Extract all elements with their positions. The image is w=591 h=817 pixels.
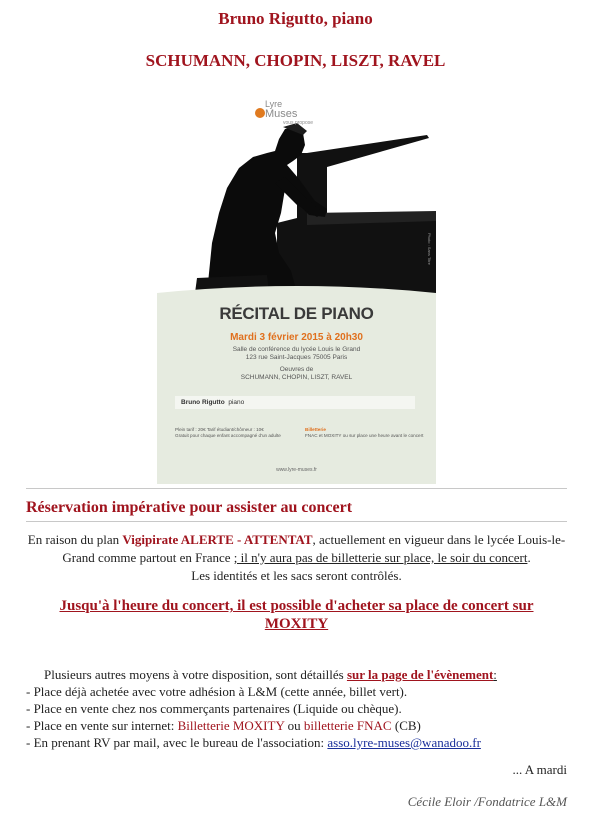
- notice-text-3: .: [527, 550, 531, 565]
- oeuvres-list: SCHUMANN, CHOPIN, LISZT, RAVEL: [240, 374, 353, 381]
- poster-info: [157, 293, 436, 484]
- vigipirate-label: Vigipirate ALERTE - ATTENTAT: [122, 532, 313, 547]
- signature: Cécile Eloir /Fondatrice L&M: [407, 794, 567, 809]
- poster-photo: [157, 93, 436, 293]
- option-line-1: - Place déjà achetée avec votre adhésion à L&M (cette année, billet vert).: [26, 684, 408, 699]
- reservation-heading: Réservation impérative pour assister au concert: [26, 499, 353, 516]
- divider-top: [26, 488, 567, 489]
- poster-billetterie: [305, 427, 425, 439]
- tarif-line-1: Plein tarif : 20€ Tarif étudiant/chômeur : 10€: [175, 427, 264, 432]
- performer-role: piano: [228, 399, 245, 406]
- event-page-link[interactable]: sur la page de l'évènement: [346, 667, 494, 682]
- billet-label: Billetterie: [305, 427, 326, 432]
- moxity-link[interactable]: Jusqu'à l'heure du concert, il est possible d'acheter sa place de concert sur MOXITY: [59, 598, 534, 632]
- billet-text: FNAC et MOXITY ou sur place une heure avant le concert: [305, 433, 424, 438]
- notice-text-2: , actuellement en vigueur dans le lycée Louis-le-Grand comme partout en France: [62, 532, 566, 565]
- logo-text-main: Muses: [265, 108, 298, 120]
- performer-heading: Bruno Rigutto, piano: [218, 9, 373, 28]
- lyre-muses-logo: [265, 99, 335, 126]
- billetterie-fnac-link[interactable]: billetterie FNAC: [303, 718, 392, 733]
- option-3-text: - Place en vente sur internet:: [26, 718, 178, 733]
- option-line-2: - Place en vente chez nos commerçants partenaires (Liquide ou chèque).: [26, 701, 402, 716]
- divider-bottom: [26, 521, 567, 522]
- venue-line-1: Salle de conférence du lycée Louis le Grand: [232, 346, 361, 353]
- venue-line-2: 123 rue Saint-Jacques 75005 Paris: [245, 354, 348, 361]
- poster-venue: [157, 346, 436, 362]
- intro-text: Plusieurs autres moyens à votre disposition, sont détaillés: [44, 667, 347, 682]
- email-link[interactable]: asso.lyre-muses@wanadoo.fr: [327, 735, 481, 750]
- security-notice: [26, 531, 567, 585]
- oeuvres-label: Oeuvres de: [279, 366, 314, 373]
- option-3-or: ou: [284, 718, 304, 733]
- poster-tarif: [175, 427, 295, 439]
- logo-amp-icon: [255, 108, 265, 118]
- poster-url: www.lyre-muses.fr: [276, 467, 317, 473]
- photo-credit: Photo : Sans Titre: [427, 233, 432, 265]
- checks-text: Les identités et les sacs seront contrôlés.: [191, 568, 402, 583]
- composers-heading: SCHUMANN, CHOPIN, LISZT, RAVEL: [145, 51, 446, 70]
- poster-oeuvres: [157, 366, 436, 382]
- poster-date: Mardi 3 février 2015 à 20h30: [230, 332, 363, 343]
- options-intro: [26, 666, 586, 683]
- performer-name: Bruno Rigutto: [181, 399, 225, 406]
- poster-performer: [181, 399, 244, 406]
- option-3-cb: (CB): [391, 718, 421, 733]
- concert-poster: [157, 93, 436, 484]
- poster-title: RÉCITAL DE PIANO: [219, 304, 374, 323]
- logo-text-top: Lyre: [265, 99, 283, 109]
- closing-a-mardi: ... A mardi: [512, 762, 567, 777]
- option-4-text: - En prenant RV par mail, avec le bureau de l'association:: [26, 735, 328, 750]
- purchase-options: [26, 666, 586, 751]
- notice-text-1: En raison du plan: [27, 532, 123, 547]
- logo-text-sub: vous propose: [283, 120, 314, 126]
- intro-colon: :: [493, 667, 497, 682]
- tarif-line-2: Gratuit pour chaque enfant accompagné d'un adulte: [175, 433, 281, 438]
- option-line-3: [26, 717, 586, 734]
- no-ticket-onsite-text: ; il n'y aura pas de billetterie sur place, le soir du concert: [233, 550, 528, 565]
- billetterie-moxity-link[interactable]: Billetterie MOXITY: [177, 718, 285, 733]
- option-line-4: [26, 734, 586, 751]
